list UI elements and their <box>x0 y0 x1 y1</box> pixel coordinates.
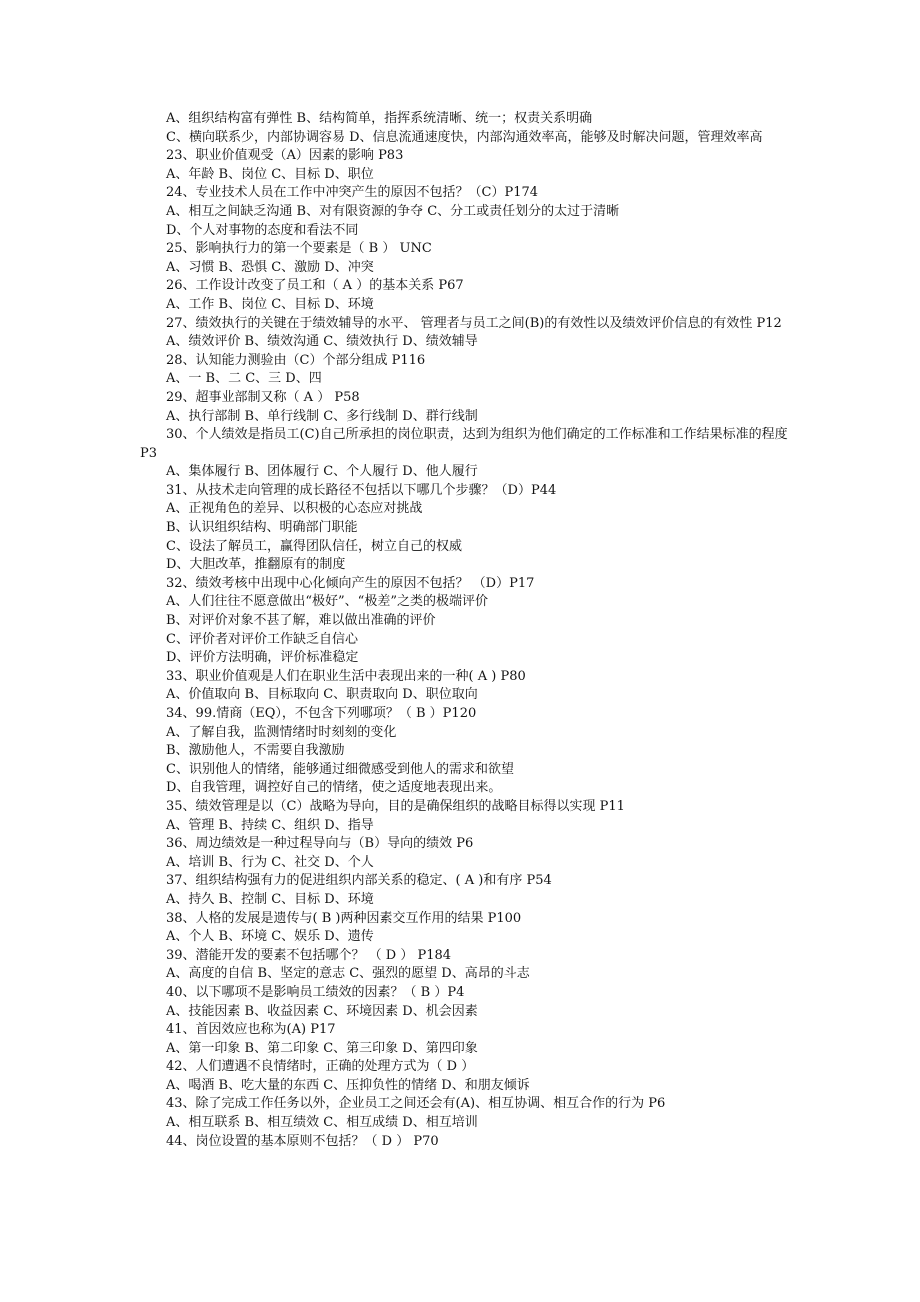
answer-options-line: D、大胆改革，推翻原有的制度 <box>166 557 346 573</box>
answer-options-line: A、组织结构富有弹性 B、结构简单，指挥系统清晰、统一；权责关系明确 <box>166 111 593 126</box>
question-line: 27、绩效执行的关键在于绩效辅导的水平、 管理者与员工之间(B)的有效性以及绩效评价信息的有效性 P12 <box>166 315 782 331</box>
question-line: 38、人格的发展是遗传与( B )两种因素交互作用的结果 P100 <box>166 910 522 926</box>
answer-options-line: A、喝酒 B、吃大量的东西 C、压抑负性的情绪 D、和朋友倾诉 <box>166 1077 530 1093</box>
answer-options-line: B、对评价对象不甚了解，难以做出准确的评价 <box>166 613 436 629</box>
answer-options-line: B、认识组织结构、明确部门职能 <box>166 520 358 536</box>
question-list <box>140 110 790 1151</box>
answer-options-line: A、执行部制 B、单行线制 C、多行线制 D、群行线制 <box>166 408 478 424</box>
answer-options-line: A、个人 B、环境 C、娱乐 D、遗传 <box>166 929 374 945</box>
question-line: 43、除了完成工作任务以外，企业员工之间还会有(A)、相互协调、相互合作的行为 P6 <box>166 1096 666 1112</box>
answer-options-line: D、评价方法明确，评价标准稳定 <box>166 650 359 666</box>
answer-options-line: A、绩效评价 B、绩效沟通 C、绩效执行 D、绩效辅导 <box>166 334 478 350</box>
question-line: 44、岗位设置的基本原则不包括？（ D ） P70 <box>166 1133 439 1149</box>
question-line: 23、职业价值观受（A）因素的影响 P83 <box>166 148 404 164</box>
question-line: 37、组织结构强有力的促进组织内部关系的稳定、( A )和有序 P54 <box>166 873 552 889</box>
question-line: 31、从技术走向管理的成长路径不包括以下哪几个步骤？（D）P44 <box>166 482 557 498</box>
answer-options-line: C、评价者对评价工作缺乏自信心 <box>166 631 358 647</box>
answer-options-line: A、习惯 B、恐惧 C、激励 D、冲突 <box>166 259 374 275</box>
question-line: 33、职业价值观是人们在职业生活中表现出来的一种( A ) P80 <box>166 668 526 684</box>
answer-options-line: B、激励他人，不需要自我激励 <box>166 743 345 759</box>
answer-options-line: A、培训 B、行为 C、社交 D、个人 <box>166 854 374 870</box>
question-line: 42、人们遭遇不良情绪时，正确的处理方式为（ D ） <box>166 1059 475 1075</box>
question-line: 32、绩效考核中出现中心化倾向产生的原因不包括？ （D）P17 <box>166 575 535 591</box>
answer-options-line: C、横向联系少，内部协调容易 D、信息流通速度快，内部沟通效率高，能够及时解决问题，管理效率高 <box>166 129 763 145</box>
answer-options-line: C、设法了解员工，赢得团队信任，树立自己的权威 <box>166 538 462 554</box>
answer-options-line: A、年龄 B、岗位 C、目标 D、职位 <box>166 166 374 182</box>
answer-options-line: A、价值取向 B、目标取向 C、职责取向 D、职位取向 <box>166 687 478 703</box>
answer-options-line: C、识别他人的情绪，能够通过细微感受到他人的需求和欲望 <box>166 761 514 777</box>
question-line: 39、潜能开发的要素不包括哪个？ （ D ） P184 <box>166 947 452 963</box>
answer-options-line: A、技能因素 B、收益因素 C、环境因素 D、机会因素 <box>166 1003 478 1019</box>
question-line: 40、以下哪项不是影响员工绩效的因素？（ B ）P4 <box>166 984 465 1000</box>
answer-options-line: A、人们往往不愿意做出“极好”、“极差”之类的极端评价 <box>166 594 488 610</box>
question-line: 35、绩效管理是以（C）战略为导向，目的是确保组织的战略目标得以实现 P11 <box>166 798 625 814</box>
question-line: 41、首因效应也称为(A) P17 <box>166 1022 336 1038</box>
answer-options-line: A、高度的自信 B、坚定的意志 C、强烈的愿望 D、高昂的斗志 <box>166 966 530 982</box>
answer-options-line: A、一 B、二 C、三 D、四 <box>166 371 322 387</box>
answer-options-line: A、相互之间缺乏沟通 B、对有限资源的争夺 C、分工或责任划分的太过于清晰 <box>166 203 620 219</box>
answer-options-line: D、个人对事物的态度和看法不同 <box>166 222 359 238</box>
question-line: 30、个人绩效是指员工(C)自己所承担的岗位职责，达到为组织为他们确定的工作标准和工作结果标准的程度 P3 <box>140 427 792 461</box>
answer-options-line: A、工作 B、岗位 C、目标 D、环境 <box>166 296 374 312</box>
answer-options-line: A、持久 B、控制 C、目标 D、环境 <box>166 891 374 907</box>
question-line: 26、工作设计改变了员工和（ A ）的基本关系 P67 <box>166 278 464 294</box>
question-line: 36、周边绩效是一种过程导向与（B）导向的绩效 P6 <box>166 836 474 852</box>
question-line: 25、影响执行力的第一个要素是（ B ） UNC <box>166 241 432 257</box>
question-line: 28、认知能力测验由（C）个部分组成 P116 <box>166 352 426 368</box>
answer-options-line: A、管理 B、持续 C、组织 D、指导 <box>166 817 374 833</box>
question-line: 34、99.情商（EQ），不包含下列哪项？（ B ）P120 <box>166 706 477 721</box>
answer-options-line: A、相互联系 B、相互绩效 C、相互成绩 D、相互培训 <box>166 1115 478 1131</box>
question-line: 24、专业技术人员在工作中冲突产生的原因不包括？（C）P174 <box>166 185 539 201</box>
question-line: 29、超事业部制又称（ A ） P58 <box>166 389 360 405</box>
answer-options-line: D、自我管理，调控好自己的情绪，使之适度地表现出来。 <box>166 780 502 796</box>
answer-options-line: A、集体履行 B、团体履行 C、个人履行 D、他人履行 <box>166 464 478 480</box>
answer-options-line: A、第一印象 B、第二印象 C、第三印象 D、第四印象 <box>166 1040 478 1056</box>
answer-options-line: A、正视角色的差异、以积极的心态应对挑战 <box>166 501 423 517</box>
answer-options-line: A、了解自我，监测情绪时时刻刻的变化 <box>166 724 397 740</box>
